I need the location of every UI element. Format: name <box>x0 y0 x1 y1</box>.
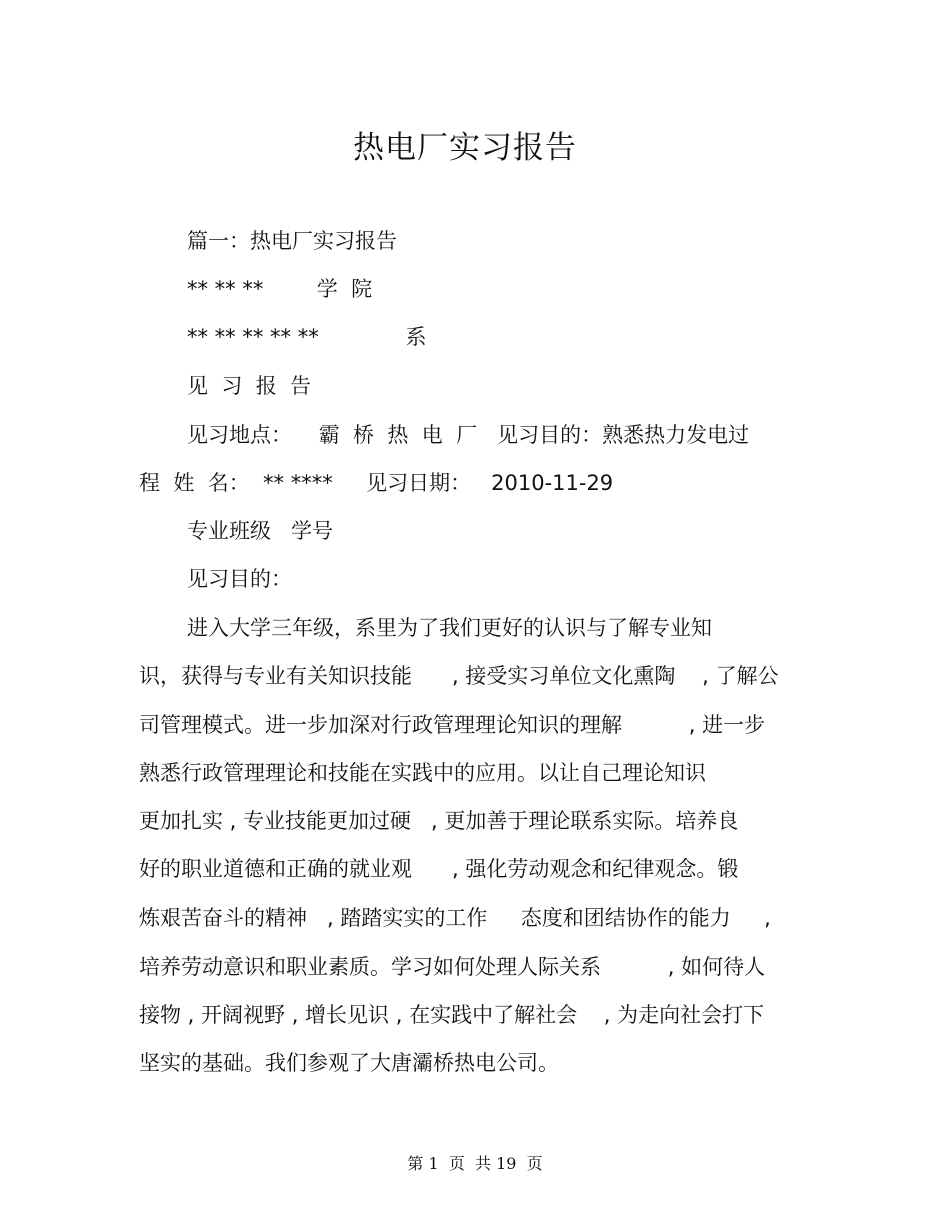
text-line: ** ** ** ** ** 系 <box>187 325 427 349</box>
text-line: 培养劳动意识和职业素质。学习如何处理人际关系 , 如何待人 <box>139 955 766 979</box>
text-line: 见习目的： <box>187 567 292 591</box>
text-line: 更加扎实 , 专业技能更加过硬 , 更加善于理论联系实际。培养良 <box>139 809 739 833</box>
text-line: 见习地点： 霸 桥 热 电 厂 见习目的：熟悉热力发电过 <box>187 423 750 447</box>
text-line: 程 姓 名： ** **** 见习日期： 2010-11-29 <box>139 471 614 495</box>
text-line: 坚实的基础。我们参观了大唐灞桥热电公司。 <box>139 1051 559 1075</box>
text-line: 接物 , 开阔视野 , 增长见识 , 在实践中了解社会 , 为走向社会打下 <box>139 1003 765 1027</box>
page-footer: 第 1 页 共 19 页 <box>407 1154 543 1173</box>
text-line: 炼艰苦奋斗的精神 , 踏踏实实的工作 态度和团结协作的能力 , <box>139 906 771 930</box>
text-line: 熟悉行政管理理论和技能在实践中的应用。以让自己理论知识 <box>139 761 706 785</box>
text-line: 篇一：热电厂实习报告 <box>187 229 397 253</box>
text-line: 进入大学三年级，系里为了我们更好的认识与了解专业知 <box>187 616 712 640</box>
text-line: 识，获得与专业有关知识技能 , 接受实习单位文化熏陶 , 了解公 <box>139 664 779 688</box>
text-line: 司管理模式。进一步加深对行政管理理论知识的理解 , 进一步 <box>139 713 766 737</box>
text-line: 好的职业道德和正确的就业观 , 强化劳动观念和纪律观念。锻 <box>139 857 739 881</box>
text-line: ** ** ** 学 院 <box>187 277 373 301</box>
text-line: 专业班级 学号 <box>187 519 334 543</box>
text-line: 见 习 报 告 <box>187 374 312 398</box>
document-title: 热电厂实习报告 <box>353 130 577 166</box>
